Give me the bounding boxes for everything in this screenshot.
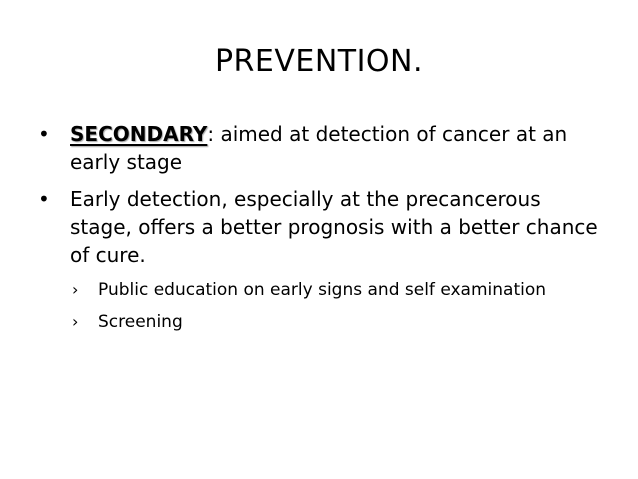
subbullet-screening [38, 310, 608, 334]
subbullet-text: Public education on early signs and self examination [98, 280, 547, 300]
bullet-marker: • [38, 187, 50, 211]
subbullet-marker: › [72, 312, 79, 331]
slide-title: PREVENTION. [214, 44, 424, 79]
bullet-early-detection [38, 185, 608, 269]
subbullet-text: Screening [98, 312, 183, 332]
bullet-text: : aimed at detection of cancer at an early stage [70, 122, 568, 174]
bullet-keyword: SECONDARY [70, 122, 208, 146]
bullet-marker: • [38, 122, 50, 146]
slide-body [38, 120, 608, 342]
subbullet-marker: › [72, 280, 79, 299]
bullet-text: Early detection, especially at the precancerous stage, offers a better prognosis with a better chance of cure. [70, 187, 598, 267]
subbullet-public-education [38, 278, 608, 302]
bullet-secondary [38, 120, 608, 176]
